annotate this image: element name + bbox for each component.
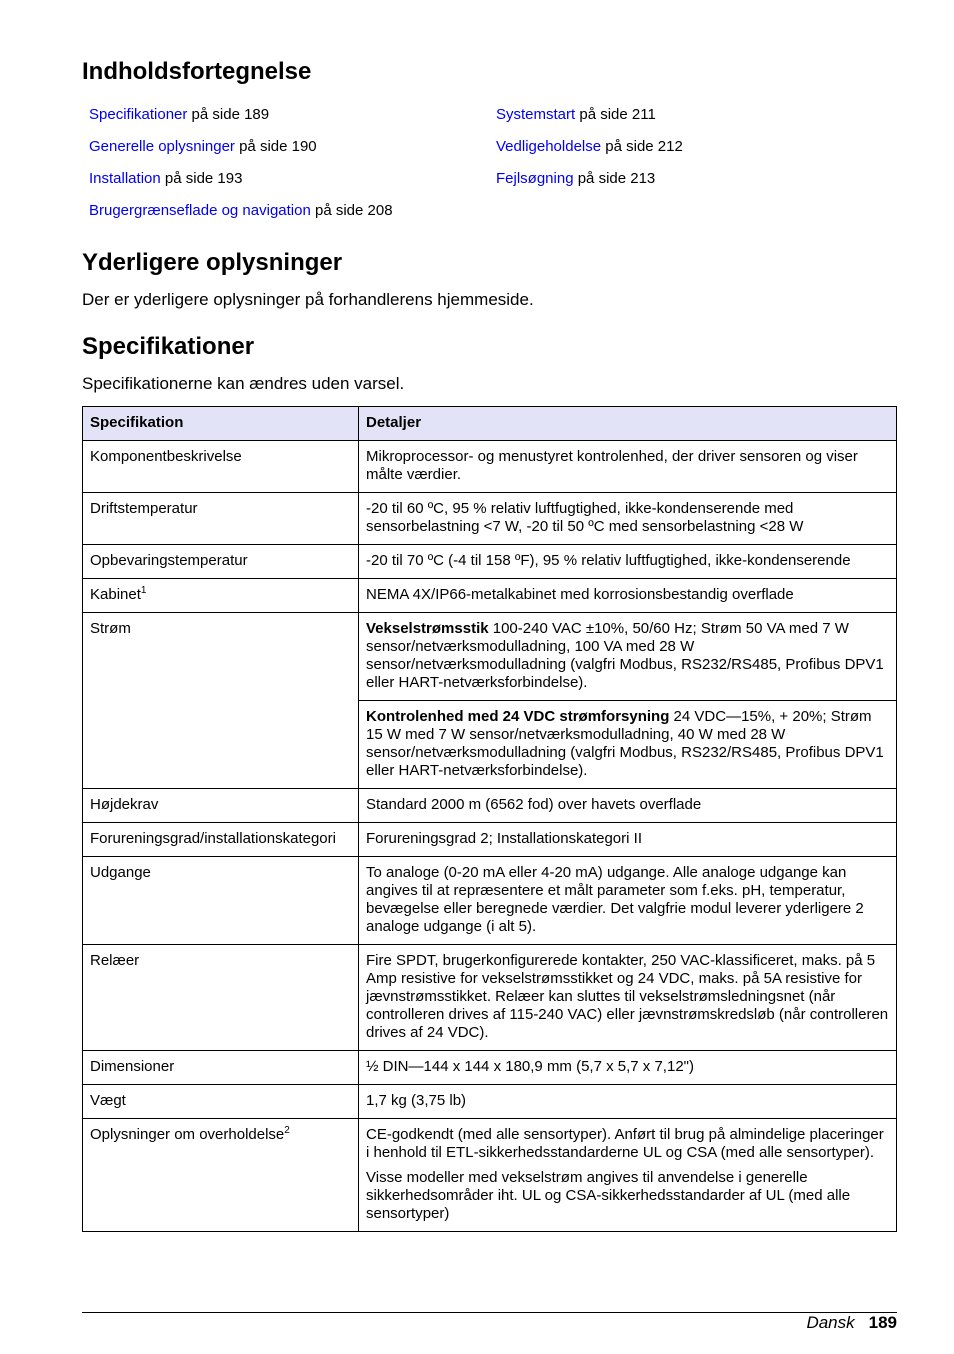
spec-name: Udgange xyxy=(83,857,359,945)
toc-entry xyxy=(89,202,393,234)
specs-heading: Specifikationer xyxy=(82,333,255,360)
table-row xyxy=(83,1051,897,1085)
column-header: Specifikation xyxy=(83,407,359,441)
spec-detail xyxy=(359,1119,897,1232)
spec-detail: NEMA 4X/IP66-metalkabinet med korrosionsbestandig overflade xyxy=(359,579,897,613)
toc-entry xyxy=(496,138,683,170)
spec-detail: Standard 2000 m (6562 fod) over havets overflade xyxy=(359,789,897,823)
toc-link[interactable]: Brugergrænseflade og navigation xyxy=(89,202,311,219)
toc-link[interactable]: Fejlsøgning xyxy=(496,170,574,187)
spec-detail: -20 til 60 ºC, 95 % relativ luftfugtighed, ikke-kondenserende med sensorbelastning <7 W, -20 til 50 ºC med sensorbelastning <28 W xyxy=(359,493,897,545)
spec-detail xyxy=(359,701,897,789)
toc-link[interactable]: Specifikationer xyxy=(89,106,188,123)
spec-detail: -20 til 70 ºC (-4 til 158 ºF), 95 % relativ luftfugtighed, ikke-kondenserende xyxy=(359,545,897,579)
spec-name: Relæer xyxy=(83,945,359,1051)
toc-page: på side 212 xyxy=(601,138,683,155)
column-header: Detaljer xyxy=(359,407,897,441)
toc-link[interactable]: Systemstart xyxy=(496,106,576,123)
table-header-row xyxy=(83,407,897,441)
spec-name: Driftstemperatur xyxy=(83,493,359,545)
table-row xyxy=(83,945,897,1051)
toc-entry xyxy=(89,138,393,170)
table-row xyxy=(83,857,897,945)
detail-paragraph: Visse modeller med vekselstrøm angives til anvendelse i generelle sikkerhedsområder iht. UL og CSA-sikkerhedsstandarder af UL (med alle sensortyper) xyxy=(366,1169,851,1222)
footnote-ref: 1 xyxy=(140,585,147,596)
footnote-ref: 2 xyxy=(284,1125,290,1136)
detail-bold: Kontrolenhed med 24 VDC strømforsyning xyxy=(366,708,670,725)
table-row xyxy=(83,441,897,493)
footer-language: Dansk xyxy=(806,1313,855,1332)
table-row xyxy=(83,545,897,579)
footer xyxy=(806,1313,897,1333)
spec-detail: ½ DIN—144 x 144 x 180,9 mm (5,7 x 5,7 x 7,12") xyxy=(359,1051,897,1085)
detail-bold: Vekselstrømsstik xyxy=(366,620,489,637)
spec-name: Dimensioner xyxy=(83,1051,359,1085)
spec-detail: Forureningsgrad 2; Installationskategori II xyxy=(359,823,897,857)
spec-detail: Fire SPDT, brugerkonfigurerede kontakter, 250 VAC-klassificeret, maks. på 5 Amp resistive for vekselstrømsstikket og 24 VDC, maks. på 5A resistive for jævnstrømsstikket. Relæer kan sluttes til vekselstrømsledningsnet (når controlleren drives af 115-240 VAC) eller jævnstrømskredsløb (når controlleren drives af 24 VDC). xyxy=(359,945,897,1051)
spec-name: Opbevaringstemperatur xyxy=(83,545,359,579)
spec-name: Komponentbeskrivelse xyxy=(83,441,359,493)
toc-page: på side 190 xyxy=(234,138,317,155)
toc-link[interactable]: Generelle oplysninger xyxy=(89,138,235,155)
specs-intro: Specifikationerne kan ændres uden varsel. xyxy=(82,374,405,393)
toc-entry xyxy=(496,170,683,202)
detail-text: 24 VDC—15%, + 20%; Strøm 15 W med 7 W sensor/netværksmodulladning, 40 W med 28 W sensor/netværksmodulladning (valgfri Modbus, RS232/RS485, Profibus DPV1 eller HART-netværksforbindelse). xyxy=(366,708,884,779)
toc-left-column xyxy=(89,106,393,234)
table-row xyxy=(83,613,897,701)
spec-name xyxy=(83,579,359,613)
more-info-heading: Yderligere oplysninger xyxy=(82,249,343,276)
table-row xyxy=(83,1085,897,1119)
spec-detail: 1,7 kg (3,75 lb) xyxy=(359,1085,897,1119)
toc-link[interactable]: Installation xyxy=(89,170,161,187)
toc-page: på side 189 xyxy=(187,106,270,123)
more-info-text: Der er yderligere oplysninger på forhandlerens hjemmeside. xyxy=(82,290,534,309)
toc-heading: Indholdsfortegnelse xyxy=(82,58,312,85)
spec-detail: Mikroprocessor- og menustyret kontrolenhed, der driver sensoren og viser målte værdier. xyxy=(359,441,897,493)
spec-name xyxy=(83,1119,359,1232)
table-row xyxy=(83,1119,897,1232)
table-row xyxy=(83,579,897,613)
spec-name: Vægt xyxy=(83,1085,359,1119)
footer-divider xyxy=(82,1312,897,1313)
detail-text: 100-240 VAC ±10%, 50/60 Hz; Strøm 50 VA med 7 W sensor/netværksmodulladning, 100 VA med 28 W sensor/netværksmodulladning (valgfri Modbus, RS232/RS485, Profibus DPV1 eller HART-netværksforbindelse). xyxy=(366,620,884,691)
toc-page: på side 193 xyxy=(160,170,243,187)
spec-name-text: Kabinet xyxy=(90,586,141,603)
detail-paragraph: CE-godkendt (med alle sensortyper). Anført til brug på almindelige placeringer i henhold til ETL-sikkerhedsstandarderne UL og CSA (med alle sensortyper). xyxy=(366,1126,884,1161)
page-number: 189 xyxy=(868,1313,897,1332)
toc-page: på side 208 xyxy=(310,202,393,219)
toc-entry xyxy=(496,106,683,138)
spec-detail: To analoge (0-20 mA eller 4-20 mA) udgange. Alle analoge udgange kan angives til at repræsentere et målt parameter som f.eks. pH, temperatur, bevægelse eller beregnede værdier. Det valgfrie modul leverer yderligere 2 analoge udgange (i alt 5). xyxy=(359,857,897,945)
spec-detail xyxy=(359,613,897,701)
toc-page: på side 211 xyxy=(575,106,656,123)
toc-page: på side 213 xyxy=(573,170,656,187)
table-row xyxy=(83,823,897,857)
spec-name-text: Oplysninger om overholdelse xyxy=(90,1126,285,1143)
toc-entry xyxy=(89,170,393,202)
toc-link[interactable]: Vedligeholdelse xyxy=(496,138,602,155)
specs-table xyxy=(82,406,897,1232)
table-row xyxy=(83,493,897,545)
spec-name: Forureningsgrad/installationskategori xyxy=(83,823,359,857)
toc-entry xyxy=(89,106,393,138)
toc-right-column xyxy=(496,106,683,202)
table-row xyxy=(83,789,897,823)
spec-name: Strøm xyxy=(83,613,359,789)
spec-name: Højdekrav xyxy=(83,789,359,823)
